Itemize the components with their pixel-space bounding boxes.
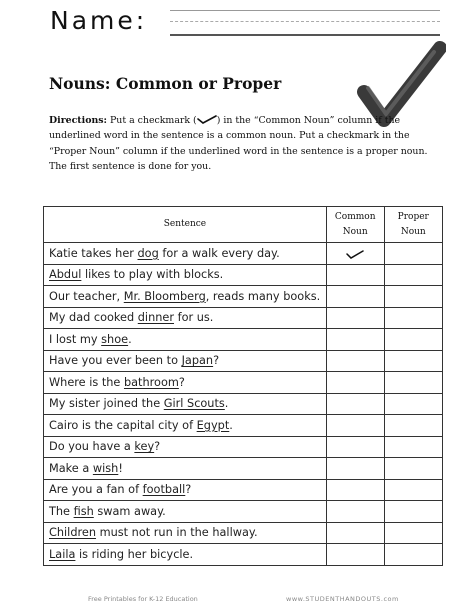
underlined-noun: fish [73,504,94,518]
sentence-cell [44,329,327,351]
directions-text-end: ) in the “Common Noun” column if the underlined word in the sentence is a common noun. Put a checkmark in the “Proper Noun” column if the underlined word in the sentence is a proper noun. The first sentence is done for you. [49,115,428,172]
checkmark-icon [346,244,364,263]
sentence-text-before: My dad cooked [49,311,138,325]
underlined-noun: key [134,440,155,454]
proper-noun-checkbox-cell[interactable] [384,458,442,480]
underlined-noun: Mr. Bloomberg [123,289,206,303]
proper-noun-checkbox-cell[interactable] [384,329,442,351]
common-noun-checkbox-cell[interactable] [326,415,384,437]
table-row [44,522,443,544]
sentence-text-before: Our teacher, [49,289,124,303]
noun-table [43,206,443,566]
sentence-text-after: likes to play with blocks. [81,268,224,282]
sentence-text-after: , reads many books. [205,289,321,303]
proper-noun-checkbox-cell[interactable] [384,372,442,394]
footer-left-text: Free Printables for K-12 Education [88,595,198,603]
common-noun-checkbox-cell[interactable] [326,544,384,566]
column-header-common-noun: Common Noun [326,207,384,243]
table-row [44,286,443,308]
sentence-cell [44,544,327,566]
table-row [44,479,443,501]
sentence-text-after: ? [185,483,192,497]
underlined-noun: Abdul [49,268,82,282]
table-row [44,264,443,286]
sentence-text-before: Where is the [49,375,124,389]
table-row [44,544,443,566]
sentence-text-before: The [49,504,74,518]
sentence-cell [44,458,327,480]
underlined-noun: Japan [181,354,214,368]
underlined-noun: Girl Scouts [163,397,225,411]
common-noun-checkbox-cell[interactable] [326,458,384,480]
common-noun-checkbox-cell[interactable] [326,501,384,523]
common-noun-checkbox-cell[interactable] [326,243,384,265]
sentence-cell [44,479,327,501]
sentence-text-after: ! [118,461,123,475]
proper-noun-checkbox-cell[interactable] [384,307,442,329]
proper-noun-checkbox-cell[interactable] [384,522,442,544]
directions-text-start: Put a checkmark ( [107,115,197,126]
proper-noun-checkbox-cell[interactable] [384,350,442,372]
proper-noun-checkbox-cell[interactable] [384,393,442,415]
common-noun-checkbox-cell[interactable] [326,307,384,329]
common-noun-checkbox-cell[interactable] [326,522,384,544]
sentence-text-before: Katie takes her [49,246,138,260]
sentence-text-after: . [224,397,229,411]
underlined-noun: Laila [49,547,76,561]
proper-noun-checkbox-cell[interactable] [384,436,442,458]
proper-noun-checkbox-cell[interactable] [384,286,442,308]
sentence-text-before: Have you ever been to [49,354,182,368]
proper-noun-checkbox-cell[interactable] [384,243,442,265]
column-header-sentence: Sentence [44,207,327,243]
sentence-text-after: . [128,332,132,346]
proper-noun-checkbox-cell[interactable] [384,479,442,501]
table-row [44,415,443,437]
sentence-cell [44,415,327,437]
sentence-cell [44,264,327,286]
common-noun-checkbox-cell[interactable] [326,372,384,394]
table-row [44,350,443,372]
common-noun-checkbox-cell[interactable] [326,329,384,351]
sentence-cell [44,243,327,265]
proper-noun-checkbox-cell[interactable] [384,501,442,523]
table-row [44,243,443,265]
table-row [44,307,443,329]
sentence-cell [44,307,327,329]
underlined-noun: football [142,483,186,497]
directions-paragraph [49,113,439,174]
sentence-cell [44,350,327,372]
footer-right-text: www.STUDENTHANDOUTS.com [286,595,399,603]
proper-noun-checkbox-cell[interactable] [384,544,442,566]
sentence-text-after: must not run in the hallway. [96,526,258,540]
underlined-noun: bathroom [123,375,179,389]
common-noun-checkbox-cell[interactable] [326,479,384,501]
common-noun-checkbox-cell[interactable] [326,350,384,372]
directions-label: Directions: [49,115,108,126]
table-row [44,329,443,351]
proper-noun-checkbox-cell[interactable] [384,264,442,286]
sentence-text-before: Are you a fan of [49,483,143,497]
table-row [44,501,443,523]
sentence-cell [44,393,327,415]
common-noun-checkbox-cell[interactable] [326,393,384,415]
sentence-cell [44,522,327,544]
sentence-text-before: Do you have a [49,440,135,454]
sentence-cell [44,286,327,308]
underlined-noun: Children [49,526,97,540]
underlined-noun: dog [137,246,159,260]
sentence-text-after: is riding her bicycle. [75,547,194,561]
checkmark-icon [197,115,217,124]
underlined-noun: wish [92,461,119,475]
sentence-text-after: swam away. [93,504,166,518]
table-row [44,436,443,458]
name-label: Name: [50,6,148,35]
sentence-text-before: Cairo is the capital city of [49,418,197,432]
table-row [44,372,443,394]
sentence-text-after: for us. [174,311,214,325]
sentence-text-before: Make a [49,461,93,475]
proper-noun-checkbox-cell[interactable] [384,415,442,437]
underlined-noun: shoe [101,332,129,346]
underlined-noun: dinner [137,311,174,325]
common-noun-checkbox-cell[interactable] [326,436,384,458]
sentence-cell [44,372,327,394]
sentence-text-after: . [229,418,233,432]
table-row [44,458,443,480]
table-row [44,393,443,415]
sentence-cell [44,501,327,523]
sentence-cell [44,436,327,458]
common-noun-checkbox-cell[interactable] [326,286,384,308]
name-line [50,6,440,40]
common-noun-checkbox-cell[interactable] [326,264,384,286]
column-header-proper-noun: Proper Noun [384,207,442,243]
sentence-text-after: ? [154,440,161,454]
worksheet-title: Nouns: Common or Proper [49,74,282,93]
table-header-row [44,207,443,243]
sentence-text-before: My sister joined the [49,397,164,411]
sentence-text-before: I lost my [49,332,102,346]
sentence-text-after: for a walk every day. [158,246,280,260]
sentence-text-after: ? [178,375,185,389]
underlined-noun: Egypt [196,418,230,432]
sentence-text-after: ? [213,354,220,368]
